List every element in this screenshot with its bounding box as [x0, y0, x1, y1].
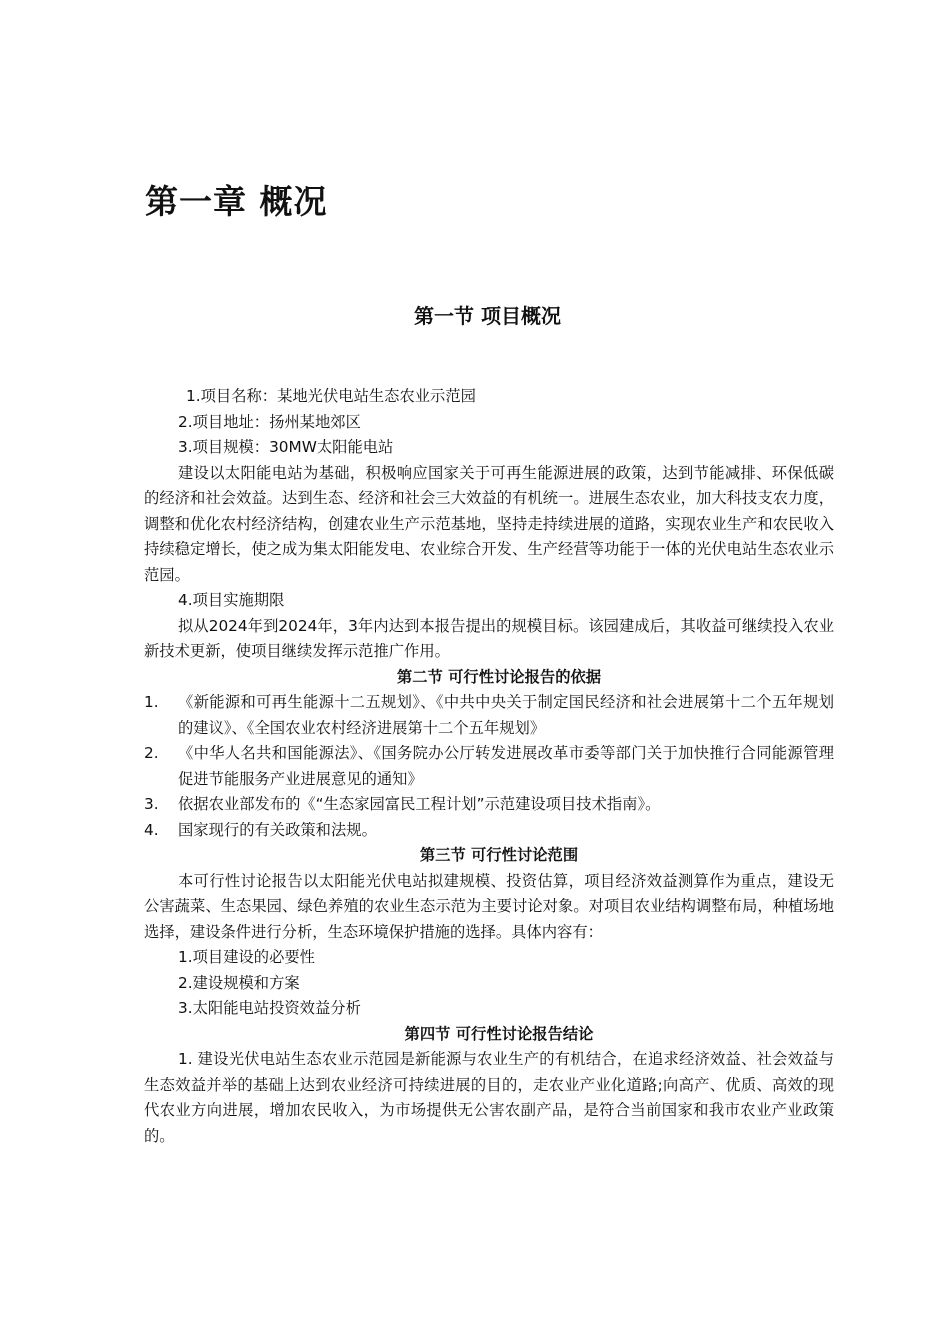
section-1-title: 第一节 项目概况	[414, 304, 561, 328]
project-scale-item: 3.项目规模：30MW太阳能电站	[178, 438, 394, 456]
basis-list-item	[144, 690, 834, 741]
list-number: 4.	[144, 820, 159, 839]
basis-list-item	[144, 818, 834, 844]
list-text: 依据农业部发布的《“生态家园富民工程计划”示范建设项目技术指南》。	[178, 795, 661, 813]
project-name-item: 1.项目名称：某地光伏电站生态农业示范园	[186, 387, 476, 405]
section-2-title: 第二节 可行性讨论报告的依据	[396, 667, 602, 686]
list-text: 《中华人名共和国能源法》、《国务院办公厅转发进展改革市委等部门关于加快推行合同能源管理促进节能服务产业进展意见的通知》	[178, 744, 834, 788]
scope-paragraph: 本可行性讨论报告以太阳能光伏电站拟建规模、投资估算，项目经济效益测算作为重点，建设无公害蔬菜、生态果园、绿色养殖的农业生态示范为主要讨论对象。对项目农业结构调整布局，种植场地选择，建设条件进行分析，生态环境保护措施的选择。具体内容有：	[144, 871, 834, 941]
list-number: 1.	[144, 693, 159, 711]
scope-item: 1.项目建设的必要性	[178, 948, 315, 966]
list-text: 国家现行的有关政策和法规。	[178, 820, 377, 839]
scope-item: 3.太阳能电站投资效益分析	[178, 999, 361, 1017]
scope-item: 2.建设规模和方案	[178, 973, 300, 992]
section-4-title: 第四节 可行性讨论报告结论	[404, 1024, 594, 1043]
list-text: 《新能源和可再生能源十二五规划》、《中共中央关于制定国民经济和社会进展第十二个五年规划的建议》、《全国农业农村经济进展第十二个五年规划》	[178, 693, 834, 737]
project-address-item: 2.项目地址：扬州某地郊区	[178, 412, 361, 431]
chapter-title: 第一章 概况	[145, 182, 328, 221]
list-number: 3.	[144, 795, 159, 813]
basis-list-item	[144, 792, 834, 818]
project-period-paragraph: 拟从2024年到2024年，3年内达到本报告提出的规模目标。该园建成后，其收益可继续投入农业新技术更新，使项目继续发挥示范推广作用。	[144, 616, 834, 660]
document-body	[144, 384, 834, 1149]
section-3-title: 第三节 可行性讨论范围	[419, 846, 579, 864]
basis-list-item	[144, 741, 834, 792]
project-description-paragraph: 建设以太阳能电站为基础，积极响应国家关于可再生能源进展的政策，达到节能减排、环保低碳的经济和社会效益。达到生态、经济和社会三大效益的有机统一。进展生态农业，加大科技支农力度，调整和优化农村经济结构，创建农业生产示范基地，坚持走持续进展的道路，实现农业生产和农民收入持续稳定增长，使之成为集太阳能发电、农业综合开发、生产经营等功能于一体的光伏电站生态农业示范园。	[144, 463, 834, 584]
list-number: 2.	[144, 744, 159, 762]
conclusion-paragraph: 1. 建设光伏电站生态农业示范园是新能源与农业生产的有机结合，在追求经济效益、社会效益与生态效益并举的基础上达到农业经济可持续进展的目的，走农业产业化道路;向高产、优质、高效的现代农业方向进展，增加农民收入，为市场提供无公害农副产品，是符合当前国家和我市农业产业政策的。	[144, 1050, 834, 1145]
project-period-item: 4.项目实施期限	[178, 591, 285, 609]
